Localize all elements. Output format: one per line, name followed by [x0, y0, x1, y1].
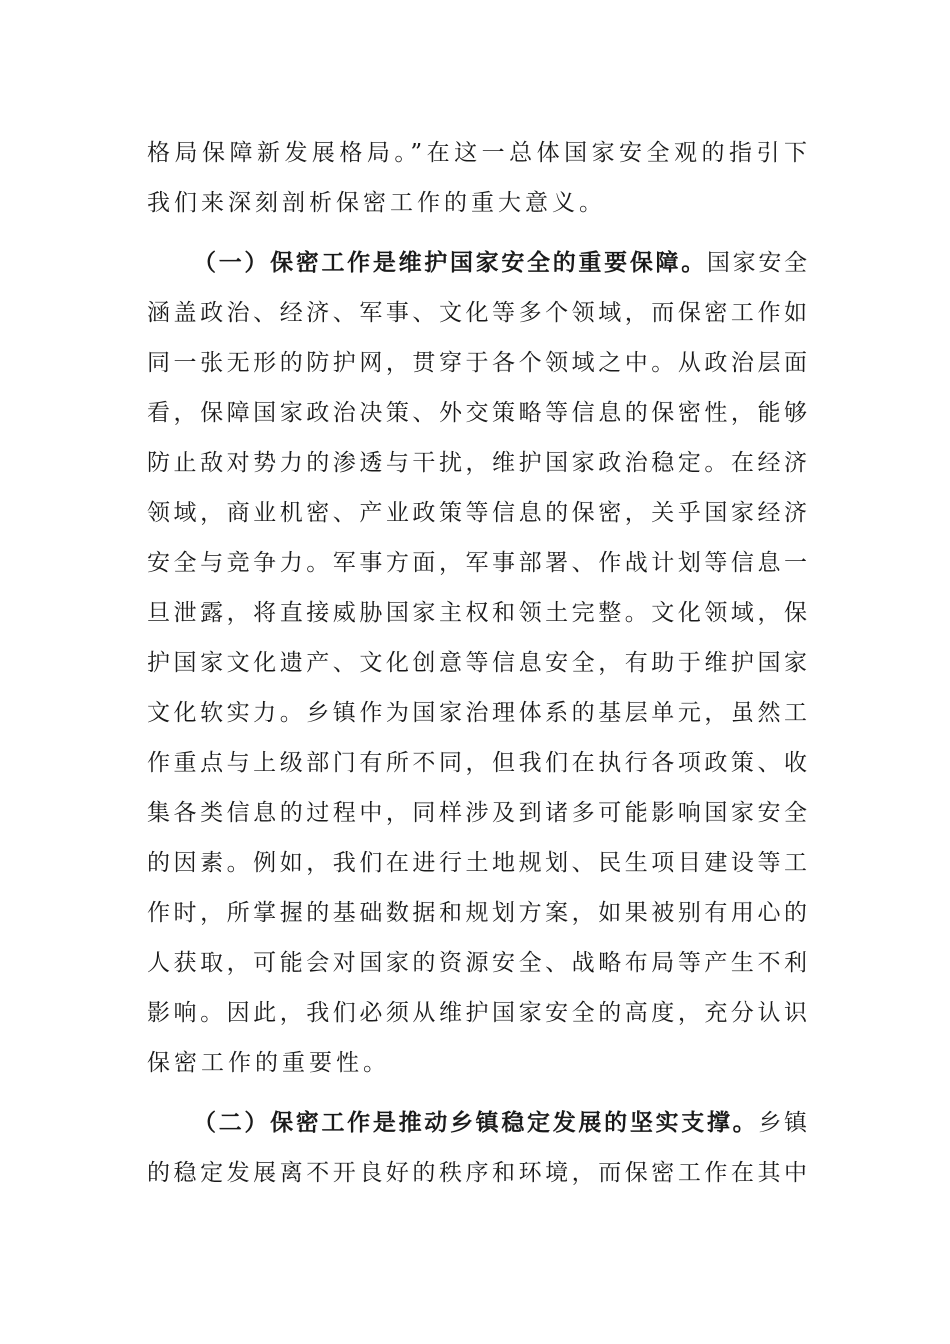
- paragraph-line: 同一张无形的防护网，贯穿于各个领域之中。从政治层面: [147, 350, 807, 376]
- intro-paragraph: [147, 128, 807, 228]
- paragraph-first-line: [147, 1098, 807, 1148]
- paragraph-line: 旦泄露，将直接威胁国家主权和领土完整。文化领域，保: [147, 600, 807, 626]
- paragraph-first-line: [147, 238, 807, 288]
- paragraph-line: 作重点与上级部门有所不同，但我们在执行各项政策、收: [147, 750, 807, 776]
- paragraph-line: 人获取，可能会对国家的资源安全、战略布局等产生不利: [147, 950, 807, 976]
- paragraph-line: 格局保障新发展格局。”在这一总体国家安全观的指引下: [147, 140, 807, 166]
- section-1-heading: （一）保密工作是维护国家安全的重要保障。: [193, 249, 707, 276]
- section-2-heading: （二）保密工作是推动乡镇稳定发展的坚实支撑。: [193, 1109, 759, 1136]
- paragraph-line: 的稳定发展离不开良好的秩序和环境，而保密工作在其中: [147, 1160, 807, 1186]
- paragraph-line: 我们来深刻剖析保密工作的重大意义。: [147, 190, 606, 216]
- paragraph-line: 文化软实力。乡镇作为国家治理体系的基层单元，虽然工: [147, 700, 807, 726]
- paragraph-line: 保密工作的重要性。: [147, 1050, 390, 1076]
- paragraph-text: 乡镇: [758, 1110, 808, 1136]
- paragraph-line: 涵盖政治、经济、军事、文化等多个领域，而保密工作如: [147, 300, 807, 326]
- paragraph-line: 集各类信息的过程中，同样涉及到诸多可能影响国家安全: [147, 800, 807, 826]
- paragraph-line: 安全与竞争力。军事方面，军事部署、作战计划等信息一: [147, 550, 807, 576]
- paragraph-line: 看，保障国家政治决策、外交策略等信息的保密性，能够: [147, 400, 807, 426]
- paragraph-line: 领域，商业机密、产业政策等信息的保密，关乎国家经济: [147, 500, 807, 526]
- paragraph-line: 影响。因此，我们必须从维护国家安全的高度，充分认识: [147, 1000, 807, 1026]
- paragraph-line: 护国家文化遗产、文化创意等信息安全，有助于维护国家: [147, 650, 807, 676]
- paragraph-line: 防止敌对势力的渗透与干扰，维护国家政治稳定。在经济: [147, 450, 807, 476]
- paragraph-line: 作时，所掌握的基础数据和规划方案，如果被别有用心的: [147, 900, 807, 926]
- section-1-paragraph: [147, 238, 807, 1088]
- section-2-paragraph: [147, 1098, 807, 1198]
- paragraph-text: 国家安全: [706, 250, 808, 276]
- paragraph-line: 的因素。例如，我们在进行土地规划、民生项目建设等工: [147, 850, 807, 876]
